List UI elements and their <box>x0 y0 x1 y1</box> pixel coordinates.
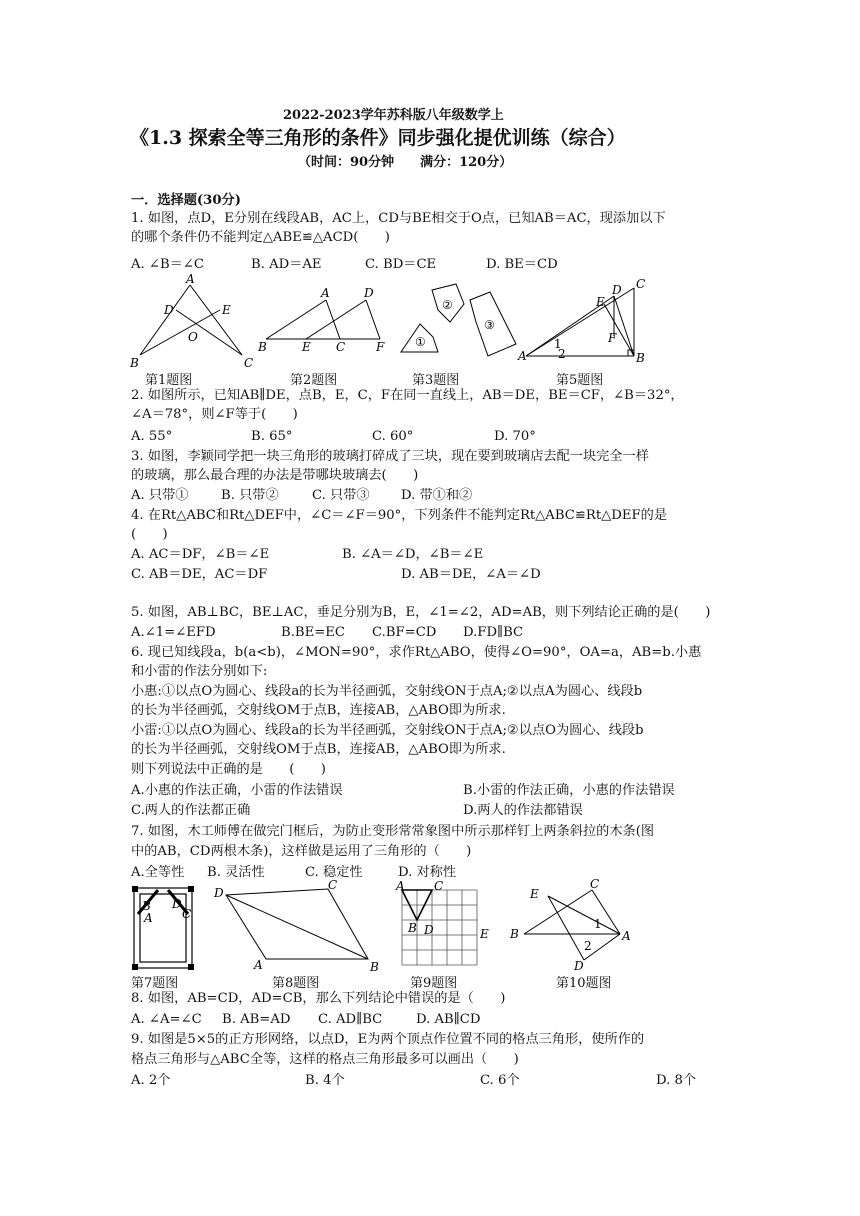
q4-line1: 4. 在Rt△ABC和Rt△DEF中，∠C＝∠F＝90°，下列条件不能判定Rt△ABC≌Rt△DEF的是 <box>131 508 668 523</box>
q6-line1: 6. 现已知线段a，b(a<b)，∠MON=90°，求作Rt△ABO，使得∠O=90°，OA=a，AB=b.小惠 <box>131 645 702 660</box>
q1-option-a: A. ∠B＝∠C <box>131 257 204 272</box>
figure-2 <box>258 285 390 355</box>
fig1-label-o: O <box>188 330 198 344</box>
figure-3 <box>398 282 528 357</box>
fig3-piece-2: ② <box>442 298 453 312</box>
q6-line5: 小雷:①以点O为圆心、线段a的长为半径画弧，交射线ON于点A;②以点O为圆心、线段b <box>131 723 644 738</box>
q3-option-b: B. 只带② <box>221 488 279 503</box>
figure-10 <box>508 877 638 973</box>
q3-line1: 3. 如图，李颖同学把一块三角形的玻璃打碎成了三块，现在要到玻璃店去配一块完全一样 <box>131 449 649 464</box>
q7-option-c: C. 稳定性 <box>305 865 363 880</box>
q2-option-b: B. 65° <box>251 429 293 444</box>
fig8-label-b: B <box>370 960 379 974</box>
q1-option-d: D. BE＝CD <box>486 257 558 272</box>
fig5-angle-1: 1 <box>554 337 562 351</box>
q2-option-a: A. 55° <box>131 429 173 444</box>
fig2-label-c: C <box>336 340 346 354</box>
fig9-label-b: B <box>408 921 417 935</box>
fig5-label-c: C <box>636 277 646 291</box>
caption-fig2: 第2题图 <box>290 373 338 388</box>
fig10-label-c: C <box>590 877 600 891</box>
q7-line1: 7. 如图，木工师傅在做完门框后，为防止变形常常象图中所示那样钉上两条斜拉的木条(图 <box>131 824 655 839</box>
fig3-piece-1: ① <box>415 335 426 349</box>
q6-line6: 的长为半径画弧，交射线OM于点B，连接AB，△ABO即为所求. <box>131 742 506 757</box>
caption-fig10: 第10题图 <box>556 976 612 991</box>
q4-option-d: D. AB＝DE，∠A＝∠D <box>401 567 541 582</box>
figure-1 <box>130 272 260 370</box>
q9-option-a: A. 2个 <box>131 1073 171 1088</box>
q7-line2: 中的AB，CD两根木条)，这样做是运用了三角形的（ ) <box>131 844 472 859</box>
frame-corner-tl <box>132 886 138 892</box>
q5-option-d: D.FD∥BC <box>463 625 524 640</box>
fig2-label-a: A <box>321 286 330 300</box>
fig2-label-f: F <box>376 340 385 354</box>
fig7-label-b: B <box>142 899 151 913</box>
q6-line3: 小惠:①以点O为圆心、线段a的长为半径画弧，交射线ON于点A;②以点A为圆心、线段b <box>131 684 643 699</box>
caption-fig5: 第5题图 <box>556 373 604 388</box>
q6-line7: 则下列说法中正确的是 ( ) <box>131 762 326 777</box>
q3-option-a: A. 只带① <box>131 488 189 503</box>
fig9-label-c: C <box>434 879 444 893</box>
q6-line4: 的长为半径画弧，交射线OM于点B，连接AB，△ABO即为所求. <box>131 703 506 718</box>
fig2-label-e: E <box>302 340 311 354</box>
q8-option-c: C. AD∥BC <box>318 1012 383 1027</box>
fig1-label-c: C <box>244 356 254 370</box>
caption-fig9: 第9题图 <box>410 976 458 991</box>
q1-option-c: C. BD＝CE <box>365 257 437 272</box>
fig8-label-d: D <box>214 886 224 900</box>
fig10-label-b: B <box>510 927 519 941</box>
fig9-label-d: D <box>424 923 434 937</box>
fig5-label-f: F <box>608 331 617 345</box>
figure-8 <box>212 878 382 974</box>
q1-line1: 1. 如图，点D，E分别在线段AB，AC上，CD与BE相交于O点，已知AB＝AC，现添加以下 <box>131 211 666 226</box>
page-title: 《1.3 探索全等三角形的条件》同步强化提优训练（综合） <box>130 127 626 149</box>
q5-option-a: A.∠1=∠EFD <box>131 625 216 640</box>
fig9-label-e: E <box>480 927 489 941</box>
header-line1: 2022-2023学年苏科版八年级数学上 <box>283 108 504 123</box>
q5-option-b: B.BE=EC <box>281 625 345 640</box>
caption-fig3: 第3题图 <box>412 373 460 388</box>
fig3-piece-3: ③ <box>484 318 495 332</box>
figure-9 <box>396 879 489 972</box>
q4-option-a: A. AC＝DF，∠B＝∠E <box>131 547 270 562</box>
q8-option-a: A. ∠A=∠C <box>131 1012 202 1027</box>
q6-option-c: C.两人的作法都正确 <box>131 803 251 818</box>
fig1-label-d: D <box>164 303 174 317</box>
q1-option-b: B. AD＝AE <box>251 257 322 272</box>
figure-7 <box>130 884 200 972</box>
fig8-label-a: A <box>254 958 263 972</box>
fig5-label-e: E <box>596 295 605 309</box>
q9-line1: 9. 如图是5×5的正方形网络，以点D，E为两个顶点作位置不同的格点三角形，使所作的 <box>131 1032 645 1047</box>
q5-line1: 5. 如图，AB⊥BC，BE⊥AC，垂足分别为B，E，∠1=∠2，AD=AB，则下列结论正确的是( ) <box>131 605 711 620</box>
q4-option-c: C. AB＝DE，AC＝DF <box>131 567 268 582</box>
frame-corner-tr <box>188 886 194 892</box>
q2-line2: ∠A＝78°，则∠F等于( ) <box>131 407 298 422</box>
q5-option-c: C.BF=CD <box>372 625 437 640</box>
q2-option-d: D. 70° <box>494 429 536 444</box>
fig10-label-e: E <box>530 887 539 901</box>
q3-option-d: D. 带①和② <box>401 488 473 503</box>
q7-option-b: B. 灵活性 <box>207 865 265 880</box>
q4-option-b: B. ∠A＝∠D，∠B＝∠E <box>342 547 484 562</box>
q7-option-a: A.全等性 <box>131 865 185 880</box>
fig8-label-c: C <box>328 878 338 892</box>
q9-line2: 格点三角形与△ABC全等，这样的格点三角形最多可以画出（ ) <box>131 1052 519 1067</box>
q6-option-b: B.小雷的作法正确，小惠的作法错误 <box>463 783 675 798</box>
q9-option-c: C. 6个 <box>480 1073 520 1088</box>
fig5-label-d: D <box>612 283 622 297</box>
q3-option-c: C. 只带③ <box>312 488 370 503</box>
q3-line2: 的玻璃，那么最合理的办法是带哪块玻璃去( ) <box>131 468 419 483</box>
q8-option-d: D. AB∥CD <box>416 1012 481 1027</box>
fig1-label-e: E <box>222 303 231 317</box>
fig1-label-a: A <box>186 272 195 286</box>
section-heading: 一．选择题(30分) <box>131 193 241 208</box>
q8-line1: 8. 如图，AB=CD，AD=CB，那么下列结论中错误的是（ ) <box>131 991 506 1006</box>
fig7-label-a: A <box>144 911 153 925</box>
q9-option-b: B. 4个 <box>305 1073 345 1088</box>
frame-corner-br <box>188 964 194 970</box>
fig10-label-a: A <box>622 929 631 943</box>
exam-meta: （时间：90分钟 满分：120分） <box>298 155 513 170</box>
q6-option-a: A.小惠的作法正确，小雷的作法错误 <box>131 783 343 798</box>
q2-option-c: C. 60° <box>372 429 414 444</box>
fig7-label-c: C <box>182 907 192 921</box>
fig5-label-b: B <box>636 351 645 365</box>
fig2-label-d: D <box>364 286 374 300</box>
fig9-label-a: A <box>396 879 405 893</box>
q2-line1: 2. 如图所示，已知AB∥DE，点B，E，C，F在同一直线上，AB＝DE，BE＝CF，∠B＝32°， <box>131 388 684 403</box>
fig5-label-a: A <box>518 349 527 363</box>
fig10-angle-2: 2 <box>584 939 592 953</box>
q1-line2: 的哪个条件仍不能判定△ABE≌△ACD( ) <box>131 230 390 245</box>
caption-fig8: 第8题图 <box>272 976 320 991</box>
figure-5 <box>518 278 648 368</box>
fig2-label-b: B <box>258 340 267 354</box>
q9-option-d: D. 8个 <box>656 1073 697 1088</box>
fig1-label-b: B <box>130 356 139 370</box>
fig5-angle-2: 2 <box>558 347 566 361</box>
caption-fig7: 第7题图 <box>131 976 179 991</box>
q6-option-d: D.两人的作法都错误 <box>463 803 583 818</box>
q4-line2: ( ) <box>131 527 168 542</box>
fig10-label-d: D <box>574 959 584 973</box>
q8-option-b: B. AB=AD <box>222 1012 291 1027</box>
frame-corner-bl <box>132 964 138 970</box>
q6-line2: 和小雷的作法分别如下: <box>131 664 268 679</box>
fig7-label-d: D <box>172 897 182 911</box>
fig10-angle-1: 1 <box>594 917 602 931</box>
q7-option-d: D. 对称性 <box>398 865 457 880</box>
caption-fig1: 第1题图 <box>145 373 193 388</box>
